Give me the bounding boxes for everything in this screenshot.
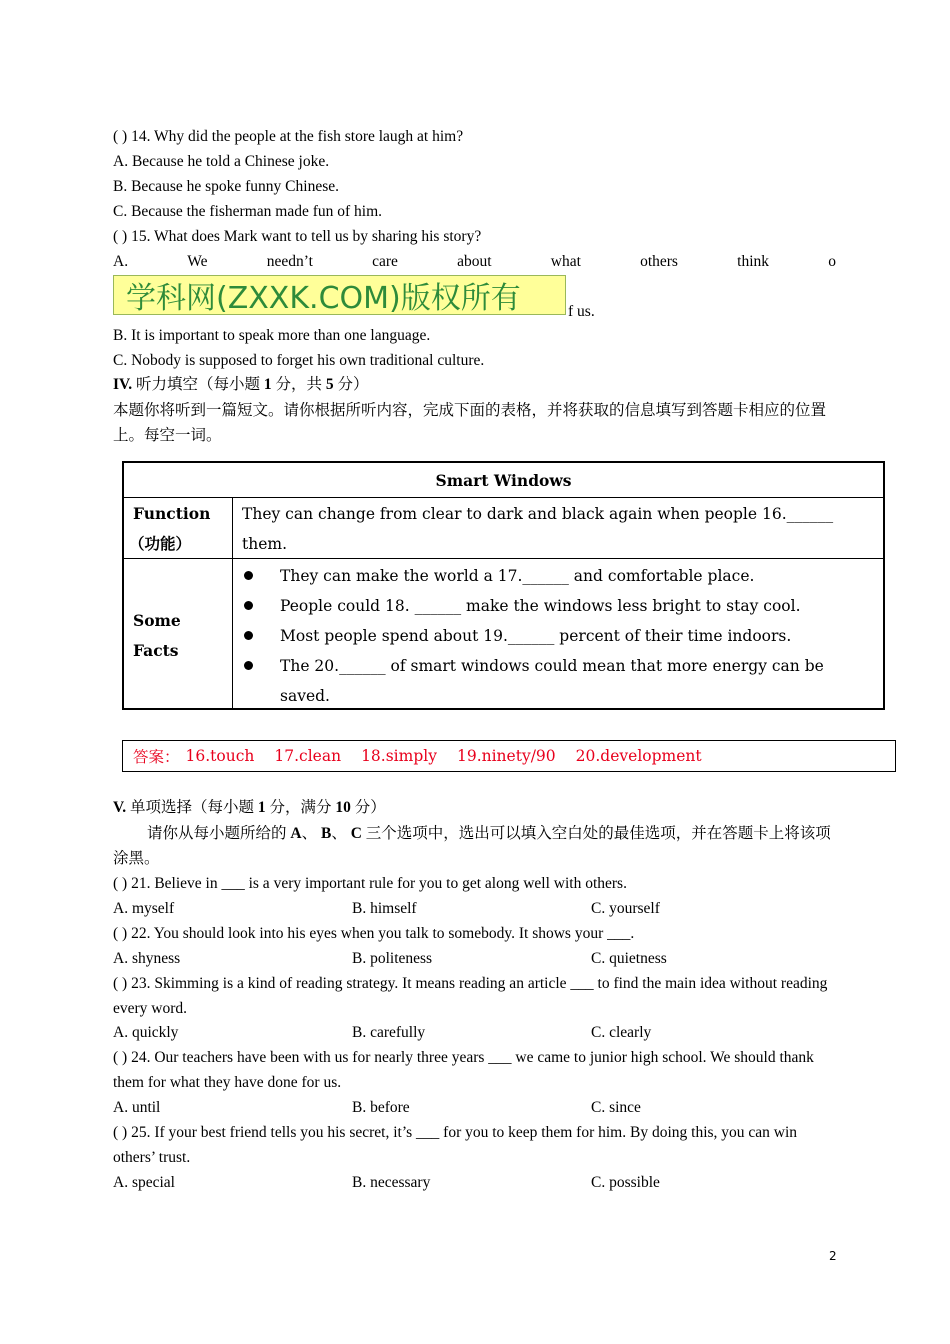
bullet-icon: [244, 631, 253, 640]
q23-stem: ( ) 23. Skimming is a kind of reading strategy. It means reading an article ___ to find the main idea without reading every word.: [113, 975, 828, 1017]
instruction-option: C: [350, 825, 362, 842]
answer-item: 18.simply: [361, 747, 437, 765]
fact-4-line-2: saved.: [280, 687, 330, 705]
q21-option-b: B. himself: [352, 900, 417, 917]
section-4-number: IV.: [113, 376, 133, 393]
q15-a-word: think: [737, 253, 770, 270]
function-label-cn: （功能）: [129, 534, 192, 553]
q15-option-c: C. Nobody is supposed to forget his own traditional culture.: [113, 352, 485, 369]
section-4-total: 5: [325, 376, 334, 393]
answer-item: 19.ninety/90: [456, 747, 556, 765]
section-5-title-part: 分）: [350, 799, 386, 816]
fact-4-line-1: The 20.______ of smart windows could mean that more energy can be: [280, 657, 824, 675]
facts-label-2: Facts: [133, 641, 179, 660]
section-4-points: 1: [263, 376, 272, 393]
q14-stem: ( ) 14. Why did the people at the fish store laugh at him?: [113, 128, 464, 145]
q15-a-word: We: [187, 253, 208, 270]
q23-option-b: B. carefully: [352, 1024, 426, 1041]
section-4-title-part: 分，共: [271, 376, 326, 393]
section-4-instruction: 本题你将听到一篇短文。请你根据所听内容，完成下面的表格，并将获取的信息填写到答题卡相应的位置上。每空一词。: [113, 402, 827, 444]
section-5-number: V.: [113, 799, 127, 816]
section-5-title-part: 分，满分: [265, 799, 336, 816]
q15-stem: ( ) 15. What does Mark want to tell us by sharing his story?: [113, 228, 482, 245]
q25-option-b: B. necessary: [352, 1174, 431, 1191]
section-4-title-part: 分）: [333, 376, 369, 393]
instruction-option: B: [320, 825, 332, 842]
instruction-part: 请你从每小题所给的: [147, 825, 291, 842]
table-divider: [232, 497, 233, 708]
table-divider: [124, 558, 883, 559]
function-line-2: them.: [242, 535, 288, 553]
answer-item: 16.touch: [185, 747, 255, 765]
q15-a-word: A.: [113, 253, 129, 270]
smart-windows-table: [122, 461, 885, 710]
answer-item: 20.development: [575, 747, 702, 765]
answer-box: [122, 740, 896, 772]
q23-option-a: A. quickly: [113, 1024, 179, 1041]
q21-stem: ( ) 21. Believe in ___ is a very important rule for you to get along well with others.: [113, 875, 627, 892]
page-number: 2: [829, 1249, 837, 1263]
q24-stem: ( ) 24. Our teachers have been with us for nearly three years ___ we came to junior high school. We should thank them for what they have done for us.: [113, 1049, 814, 1091]
q21-option-c: C. yourself: [591, 900, 660, 917]
fact-2: People could 18. ______ make the windows less bright to stay cool.: [280, 597, 801, 615]
section-5-total: 10: [335, 799, 351, 816]
q22-option-b: B. politeness: [352, 950, 433, 967]
q23-option-c: C. clearly: [591, 1024, 652, 1041]
q15-a-word: care: [372, 253, 398, 270]
facts-label-1: Some: [133, 611, 181, 630]
q15-option-b: B. It is important to speak more than one language.: [113, 327, 431, 344]
table-title: Smart Windows: [124, 463, 883, 498]
q15-a-word: what: [550, 253, 581, 270]
function-label: Function: [133, 504, 211, 523]
instruction-part: 、: [301, 825, 321, 842]
section-5-title-part: 单项选择（每小题: [126, 799, 258, 816]
q15-option-a-end: f us.: [568, 303, 595, 320]
section-5-heading: [113, 798, 386, 818]
answer-item: 17.clean: [274, 747, 342, 765]
q14-option-a: A. Because he told a Chinese joke.: [113, 153, 330, 170]
bullet-icon: [244, 601, 253, 610]
q22-stem: ( ) 22. You should look into his eyes when you talk to somebody. It shows your ___.: [113, 925, 635, 942]
instruction-part: 三个选项中，选出可以填入空白处的最佳选项，并在答题卡上将该项涂黑。: [113, 825, 831, 867]
q25-option-c: C. possible: [591, 1174, 660, 1191]
q24-option-a: A. until: [113, 1099, 161, 1116]
q24-option-c: C. since: [591, 1099, 641, 1116]
fact-1: They can make the world a 17.______ and comfortable place.: [280, 567, 755, 585]
q15-a-word: o: [828, 253, 836, 270]
instruction-option: A: [290, 825, 302, 842]
q15-a-word: about: [457, 253, 492, 270]
q22-option-c: C. quietness: [591, 950, 667, 967]
section-5-points: 1: [257, 799, 266, 816]
q14-option-c: C. Because the fisherman made fun of him.: [113, 203, 383, 220]
answer-label: 答案：: [133, 748, 180, 766]
q24-option-b: B. before: [352, 1099, 410, 1116]
bullet-icon: [244, 661, 253, 670]
copyright-watermark: 学科网(ZXXK.COM)版权所有: [113, 275, 566, 315]
function-line-1: They can change from clear to dark and black again when people 16.______: [242, 505, 834, 523]
section-4-heading: [113, 375, 369, 395]
q21-option-a: A. myself: [113, 900, 175, 917]
fact-3: Most people spend about 19.______ percent of their time indoors.: [280, 627, 792, 645]
q25-option-a: A. special: [113, 1174, 175, 1191]
q15-a-word: others: [640, 253, 678, 270]
instruction-part: 、: [331, 825, 351, 842]
section-5-instruction: [113, 821, 838, 871]
bullet-icon: [244, 571, 253, 580]
q22-option-a: A. shyness: [113, 950, 181, 967]
section-4-title-part: 听力填空（每小题: [132, 376, 264, 393]
q15-a-word: needn’t: [266, 253, 313, 270]
q14-option-b: B. Because he spoke funny Chinese.: [113, 178, 339, 195]
q25-stem: ( ) 25. If your best friend tells you his secret, it’s ___ for you to keep them for him. By doing this, you can win others’ trust.: [113, 1124, 798, 1166]
q15-option-a-line: [113, 252, 836, 272]
